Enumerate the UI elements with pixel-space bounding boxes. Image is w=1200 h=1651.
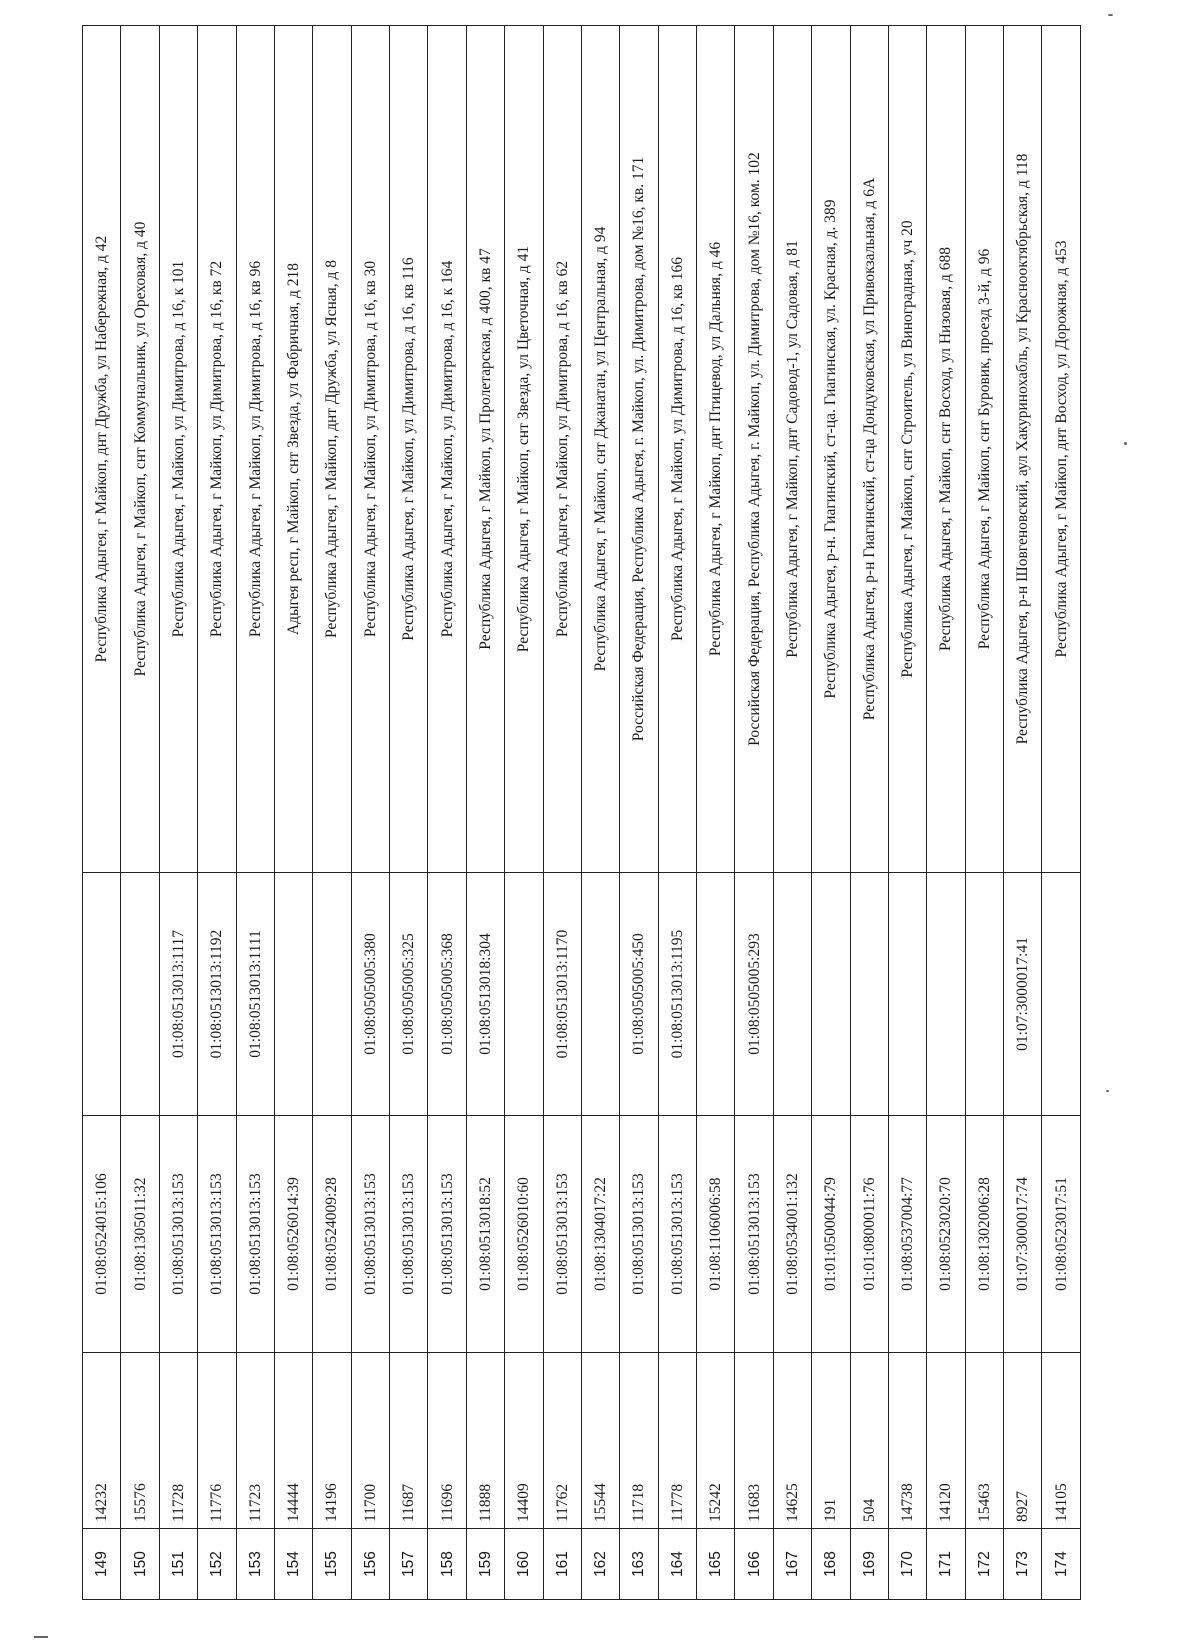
record-id-cell: 504	[850, 1353, 888, 1529]
land-cadastral-cell: 01:08:0513013:153	[236, 1116, 274, 1353]
rotated-page	[82, 25, 1081, 1600]
row-number-cell: 150	[121, 1529, 159, 1600]
record-id-cell: 11687	[390, 1353, 428, 1529]
scan-speck	[34, 1636, 48, 1638]
land-cadastral-cell: 01:08:0513013:153	[428, 1116, 466, 1353]
object-cadastral-cell	[888, 873, 926, 1116]
address-cell: Республика Адыгея, р-н. Гиагинский, ст-ца. Гиагинская, ул. Красная, д. 389	[812, 26, 850, 873]
record-id-cell: 14232	[83, 1353, 121, 1529]
object-cadastral-cell: 01:08:0513013:1192	[198, 873, 236, 1116]
record-id-cell: 11728	[159, 1353, 197, 1529]
land-cadastral-cell: 01:08:0513013:153	[543, 1116, 581, 1353]
table-row	[198, 26, 236, 1600]
row-number-cell: 162	[581, 1529, 619, 1600]
land-cadastral-cell: 01:08:1305011:32	[121, 1116, 159, 1353]
address-cell: Республика Адыгея, г Майкоп, ул Димитрова, д 16, кв 30	[351, 26, 389, 873]
land-cadastral-cell: 01:08:0513013:153	[159, 1116, 197, 1353]
row-number-cell: 166	[735, 1529, 773, 1600]
record-id-cell: 11718	[620, 1353, 658, 1529]
object-cadastral-cell	[313, 873, 351, 1116]
object-cadastral-cell: 01:08:0513013:1111	[236, 873, 274, 1116]
table-row	[313, 26, 351, 1600]
row-number-cell: 157	[390, 1529, 428, 1600]
land-cadastral-cell: 01:08:0513013:153	[351, 1116, 389, 1353]
object-cadastral-cell	[505, 873, 543, 1116]
object-cadastral-cell: 01:08:0505005:293	[735, 873, 773, 1116]
table-row	[735, 26, 773, 1600]
table-row	[466, 26, 504, 1600]
address-cell: Республика Адыгея, г Майкоп, снт Буровик, проезд 3-й, д 96	[965, 26, 1003, 873]
address-cell: Республика Адыгея, г Майкоп, ул Димитрова, д 16, кв 166	[658, 26, 696, 873]
scan-speck	[1124, 442, 1127, 445]
scan-speck	[1106, 1090, 1109, 1092]
object-cadastral-cell	[812, 873, 850, 1116]
address-cell: Республика Адыгея, р-н Шовгеновский, аул Хакуринохабль, ул Краснооктябрьская, д 118	[1004, 26, 1042, 873]
row-number-cell: 161	[543, 1529, 581, 1600]
land-cadastral-cell: 01:08:1106006:58	[697, 1116, 735, 1353]
scan-speck	[1108, 14, 1113, 16]
row-number-cell: 155	[313, 1529, 351, 1600]
object-cadastral-cell: 01:08:0513013:1117	[159, 873, 197, 1116]
row-number-cell: 156	[351, 1529, 389, 1600]
address-cell: Республика Адыгея, г Майкоп, днт Дружба, ул Набережная, д 42	[83, 26, 121, 873]
address-cell: Республика Адыгея, г Майкоп, днт Восход, ул Дорожная, д 453	[1042, 26, 1081, 873]
object-cadastral-cell: 01:08:0513013:1195	[658, 873, 696, 1116]
object-cadastral-cell	[850, 873, 888, 1116]
record-id-cell: 11776	[198, 1353, 236, 1529]
table-row	[159, 26, 197, 1600]
record-id-cell: 11696	[428, 1353, 466, 1529]
row-number-cell: 154	[274, 1529, 312, 1600]
record-id-cell: 15576	[121, 1353, 159, 1529]
land-cadastral-cell: 01:08:0524009:28	[313, 1116, 351, 1353]
address-cell: Республика Адыгея, г Майкоп, ул Димитрова, д 16, к 164	[428, 26, 466, 873]
row-number-cell: 173	[1004, 1529, 1042, 1600]
address-cell: Республика Адыгея, г Майкоп, ул Димитрова, д 16, кв 96	[236, 26, 274, 873]
record-id-cell: 11888	[466, 1353, 504, 1529]
address-cell: Адыгея респ, г Майкоп, снт Звезда, ул Фабричная, д 218	[274, 26, 312, 873]
land-cadastral-cell: 01:08:0526014:39	[274, 1116, 312, 1353]
row-number-cell: 168	[812, 1529, 850, 1600]
object-cadastral-cell: 01:08:0513018:304	[466, 873, 504, 1116]
table-row	[620, 26, 658, 1600]
record-id-cell: 8927	[1004, 1353, 1042, 1529]
record-id-cell: 11762	[543, 1353, 581, 1529]
object-cadastral-cell: 01:08:0505005:450	[620, 873, 658, 1116]
record-id-cell: 14738	[888, 1353, 926, 1529]
address-cell: Республика Адыгея, р-н Гиагинский, ст-ца Дондуковская, ул Привокзальная, д 6А	[850, 26, 888, 873]
land-cadastral-cell: 01:08:0523020:70	[927, 1116, 965, 1353]
object-cadastral-cell	[121, 873, 159, 1116]
table-row	[83, 26, 121, 1600]
land-cadastral-cell: 01:08:0513018:52	[466, 1116, 504, 1353]
row-number-cell: 172	[965, 1529, 1003, 1600]
address-cell: Республика Адыгея, г Майкоп, снт Коммунальник, ул Ореховая, д 40	[121, 26, 159, 873]
address-cell: Республика Адыгея, г Майкоп, снт Строитель, ул Виноградная, уч 20	[888, 26, 926, 873]
table-row	[121, 26, 159, 1600]
row-number-cell: 167	[773, 1529, 811, 1600]
record-id-cell: 14196	[313, 1353, 351, 1529]
address-cell: Республика Адыгея, г Майкоп, ул Димитрова, д 16, кв 116	[390, 26, 428, 873]
land-cadastral-cell: 01:08:0524015:106	[83, 1116, 121, 1353]
object-cadastral-cell	[965, 873, 1003, 1116]
table-row	[850, 26, 888, 1600]
record-id-cell: 11723	[236, 1353, 274, 1529]
land-cadastral-cell: 01:01:0800011:76	[850, 1116, 888, 1353]
table-row	[888, 26, 926, 1600]
land-cadastral-cell: 01:08:0523017:51	[1042, 1116, 1081, 1353]
object-cadastral-cell: 01:08:0513013:1170	[543, 873, 581, 1116]
table-row	[812, 26, 850, 1600]
row-number-cell: 170	[888, 1529, 926, 1600]
table-row	[581, 26, 619, 1600]
row-number-cell: 160	[505, 1529, 543, 1600]
row-number-cell: 152	[198, 1529, 236, 1600]
row-number-cell: 164	[658, 1529, 696, 1600]
land-cadastral-cell: 01:08:0513013:153	[620, 1116, 658, 1353]
land-cadastral-cell: 01:08:0513013:153	[735, 1116, 773, 1353]
row-number-cell: 174	[1042, 1529, 1081, 1600]
table-row	[505, 26, 543, 1600]
object-cadastral-cell: 01:08:0505005:368	[428, 873, 466, 1116]
record-id-cell: 15463	[965, 1353, 1003, 1529]
record-id-cell: 15242	[697, 1353, 735, 1529]
object-cadastral-cell	[1042, 873, 1081, 1116]
record-id-cell: 15544	[581, 1353, 619, 1529]
row-number-cell: 159	[466, 1529, 504, 1600]
address-cell: Республика Адыгея, г Майкоп, ул Димитрова, д 16, к 101	[159, 26, 197, 873]
land-cadastral-cell: 01:08:0526010:60	[505, 1116, 543, 1353]
registry-body	[83, 26, 1081, 1600]
land-cadastral-cell: 01:08:1302006:28	[965, 1116, 1003, 1353]
record-id-cell: 191	[812, 1353, 850, 1529]
address-cell: Республика Адыгея, г Майкоп, снт Звезда, ул Цветочная, д 41	[505, 26, 543, 873]
record-id-cell: 14105	[1042, 1353, 1081, 1529]
record-id-cell: 14120	[927, 1353, 965, 1529]
object-cadastral-cell	[773, 873, 811, 1116]
object-cadastral-cell: 01:08:0505005:325	[390, 873, 428, 1116]
land-cadastral-cell: 01:08:0537004:77	[888, 1116, 926, 1353]
table-row	[390, 26, 428, 1600]
table-row	[274, 26, 312, 1600]
object-cadastral-cell: 01:08:0505005:380	[351, 873, 389, 1116]
row-number-cell: 153	[236, 1529, 274, 1600]
table-row	[697, 26, 735, 1600]
row-number-cell: 165	[697, 1529, 735, 1600]
row-number-cell: 151	[159, 1529, 197, 1600]
table-row	[927, 26, 965, 1600]
row-number-cell: 149	[83, 1529, 121, 1600]
table-row	[351, 26, 389, 1600]
object-cadastral-cell	[697, 873, 735, 1116]
record-id-cell: 11683	[735, 1353, 773, 1529]
land-cadastral-cell: 01:07:3000017:74	[1004, 1116, 1042, 1353]
address-cell: Республика Адыгея, г Майкоп, ул Димитрова, д 16, кв 72	[198, 26, 236, 873]
record-id-cell: 14625	[773, 1353, 811, 1529]
address-cell: Республика Адыгея, г Майкоп, днт Садовод-1, ул Садовая, д 81	[773, 26, 811, 873]
registry-table	[82, 25, 1081, 1600]
land-cadastral-cell: 01:01:0500044:79	[812, 1116, 850, 1353]
table-row	[1042, 26, 1081, 1600]
land-cadastral-cell: 01:08:0513013:153	[390, 1116, 428, 1353]
row-number-cell: 169	[850, 1529, 888, 1600]
address-cell: Республика Адыгея, г Майкоп, ул Димитрова, д 16, кв 62	[543, 26, 581, 873]
object-cadastral-cell	[274, 873, 312, 1116]
object-cadastral-cell	[83, 873, 121, 1116]
address-cell: Республика Адыгея, г Майкоп, днт Дружба, ул Ясная, д 8	[313, 26, 351, 873]
table-row	[236, 26, 274, 1600]
land-cadastral-cell: 01:08:0513013:153	[658, 1116, 696, 1353]
object-cadastral-cell	[927, 873, 965, 1116]
record-id-cell: 14444	[274, 1353, 312, 1529]
row-number-cell: 163	[620, 1529, 658, 1600]
table-row	[428, 26, 466, 1600]
address-cell: Республика Адыгея, г Майкоп, днт Птицевод, ул Дальняя, д 46	[697, 26, 735, 873]
address-cell: Республика Адыгея, г Майкоп, ул Пролетарская, д 400, кв 47	[466, 26, 504, 873]
table-row	[1004, 26, 1042, 1600]
record-id-cell: 11700	[351, 1353, 389, 1529]
address-cell: Российская Федерация, Республика Адыгея, г. Майкоп, ул. Димитрова, дом №16, ком. 102	[735, 26, 773, 873]
land-cadastral-cell: 01:08:0513013:153	[198, 1116, 236, 1353]
land-cadastral-cell: 01:08:1304017:22	[581, 1116, 619, 1353]
address-cell: Республика Адыгея, г Майкоп, снт Восход, ул Низовая, д 688	[927, 26, 965, 873]
record-id-cell: 11778	[658, 1353, 696, 1529]
object-cadastral-cell	[581, 873, 619, 1116]
land-cadastral-cell: 01:08:0534001:132	[773, 1116, 811, 1353]
address-cell: Республика Адыгея, г Майкоп, снт Джанатан, ул Центральная, д 94	[581, 26, 619, 873]
row-number-cell: 171	[927, 1529, 965, 1600]
address-cell: Российская Федерация, Республика Адыгея, г. Майкоп, ул. Димитрова, дом №16, кв. 171	[620, 26, 658, 873]
object-cadastral-cell: 01:07:3000017:41	[1004, 873, 1042, 1116]
table-row	[543, 26, 581, 1600]
row-number-cell: 158	[428, 1529, 466, 1600]
table-row	[658, 26, 696, 1600]
record-id-cell: 14409	[505, 1353, 543, 1529]
table-row	[773, 26, 811, 1600]
table-row	[965, 26, 1003, 1600]
